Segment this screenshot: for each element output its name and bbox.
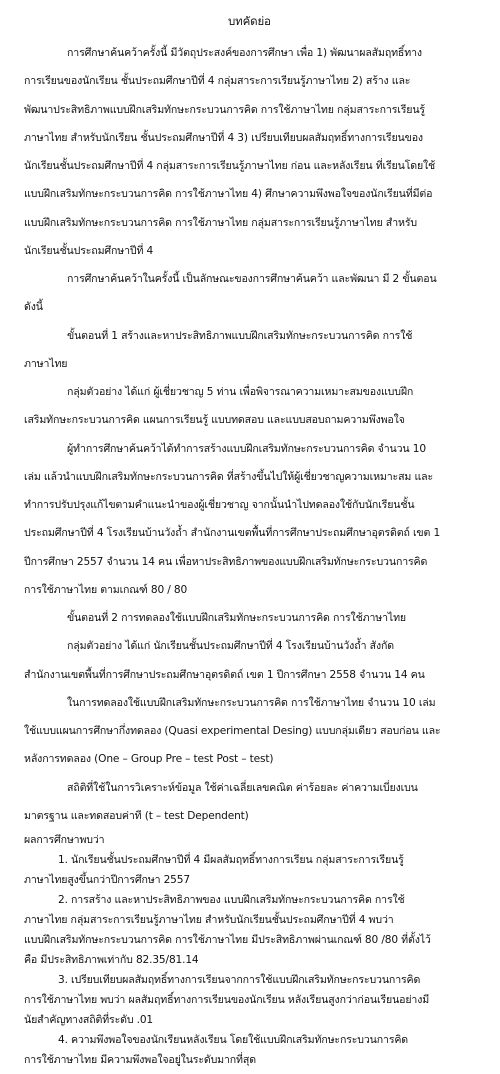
paragraph-line: ผู้ทำการศึกษาค้นคว้าได้ทำการสร้างแบบฝึกเสริมทักษะกระบวนการคิด จำนวน 10 bbox=[67, 443, 426, 455]
paragraph-line: นักเรียนชั้นประถมศึกษาปีที่ 4 bbox=[24, 245, 154, 257]
paragraph-line: กลุ่มตัวอย่าง ได้แก่ ผู้เชี่ยวชาญ 5 ท่าน เพื่อพิจารณาความเหมาะสมของแบบฝึก bbox=[67, 386, 414, 398]
paragraph-line: แบบฝึกเสริมทักษะกระบวนการคิด การใช้ภาษาไทย มีประสิทธิภาพผ่านเกณฑ์ 80 /80 ที่ตั้งไว้ bbox=[24, 934, 431, 946]
paragraph-line: ในการทดลองใช้แบบฝึกเสริมทักษะกระบวนการคิด การใช้ภาษาไทย จำนวน 10 เล่ม bbox=[67, 697, 436, 709]
result-item: 3. เปรียบเทียบผลสัมฤทธิ์ทางการเรียนจากการใช้แบบฝึกเสริมทักษะกระบวนการคิด bbox=[58, 974, 421, 986]
paragraph-line: ทำการปรับปรุงแก้ไขตามคำแนะนำของผู้เชี่ยวชาญ จากนั้นนำไปทดลองใช้กับนักเรียนชั้น bbox=[24, 499, 415, 511]
page-title: บทคัดย่อ bbox=[228, 14, 271, 28]
paragraph-line: การศึกษาค้นคว้าครั้งนี้ มีวัตถุประสงค์ของการศึกษา เพื่อ 1) พัฒนาผลสัมฤทธิ์ทาง bbox=[67, 47, 422, 59]
paragraph-line: เสริมทักษะกระบวนการคิด แผนการเรียนรู้ แบบทดสอบ และแบบสอบถามความพึงพอใจ bbox=[24, 414, 405, 426]
results-heading: ผลการศึกษาพบว่า bbox=[24, 834, 105, 846]
paragraph-line: ภาษาไทย กลุ่มสาระการเรียนรู้ภาษาไทย สำหรับนักเรียนชั้นประถมศึกษาปีที่ 4 พบว่า bbox=[24, 914, 394, 926]
paragraph-line: มาตรฐาน และทดสอบค่าที (t – test Dependent) bbox=[24, 810, 249, 822]
paragraph-line: นักเรียนชั้นประถมศึกษาปีที่ 4 กลุ่มสาระการเรียนรู้ภาษาไทย ก่อน และหลังเรียน ที่เรียนโดยใช้ bbox=[24, 160, 436, 172]
result-item: 4. ความพึงพอใจของนักเรียนหลังเรียน โดยใช้แบบฝึกเสริมทักษะกระบวนการคิด bbox=[58, 1034, 409, 1046]
paragraph-line: แบบฝึกเสริมทักษะกระบวนการคิด การใช้ภาษาไทย กลุ่มสาระการเรียนรู้ภาษาไทย สำหรับ bbox=[24, 217, 417, 229]
paragraph-line: ภาษาไทย สำหรับนักเรียน ชั้นประถมศึกษาปีที่ 4 3) เปรียบเทียบผลสัมฤทธิ์ทางการเรียนของ bbox=[24, 132, 423, 144]
paragraph-line: ใช้แบบแผนการศึกษากึ่งทดลอง (Quasi experimental Desing) แบบกลุ่มเดียว สอบก่อน และ bbox=[24, 725, 441, 737]
step-heading: ขั้นตอนที่ 2 การทดลองใช้แบบฝึกเสริมทักษะกระบวนการคิด การใช้ภาษาไทย bbox=[67, 612, 406, 624]
paragraph-line: การเรียนของนักเรียน ชั้นประถมศึกษาปีที่ 4 กลุ่มสาระการเรียนรู้ภาษาไทย 2) สร้าง และ bbox=[24, 75, 411, 87]
paragraph-line: ประถมศึกษาปีที่ 4 โรงเรียนบ้านวังถ้ำ สำนักงานเขตพื้นที่การศึกษาประถมศึกษาอุตรดิตถ์ เขต 1 bbox=[24, 527, 441, 539]
paragraph-line: พัฒนาประสิทธิภาพแบบฝึกเสริมทักษะกระบวนการคิด การใช้ภาษาไทย กลุ่มสาระการเรียนรู้ bbox=[24, 104, 425, 116]
paragraph-line: การศึกษาค้นคว้าในครั้งนี้ เป็นลักษณะของการศึกษาค้นคว้า และพัฒนา มี 2 ขั้นตอน bbox=[67, 273, 437, 285]
paragraph-line: แบบฝึกเสริมทักษะกระบวนการคิด การใช้ภาษาไทย 4) ศึกษาความพึงพอใจของนักเรียนที่มีต่อ bbox=[24, 188, 433, 200]
paragraph-line: สำนักงานเขตพื้นที่การศึกษาประถมศึกษาอุตรดิตถ์ เขต 1 ปีการศึกษา 2558 จำนวน 14 คน bbox=[24, 669, 425, 681]
paragraph-line: การใช้ภาษาไทย พบว่า ผลสัมฤทธิ์ทางการเรียนของนักเรียน หลังเรียนสูงกว่าก่อนเรียนอย่างมี bbox=[24, 994, 430, 1006]
paragraph-line: สถิติที่ใช้ในการวิเคราะห์ข้อมูล ใช้ค่าเฉลี่ยเลขคณิต ค่าร้อยละ ค่าความเบี่ยงเบน bbox=[67, 782, 418, 794]
paragraph-line: ดังนี้ bbox=[24, 301, 43, 313]
paragraph-line: นัยสำคัญทางสถิติที่ระดับ .01 bbox=[24, 1014, 154, 1026]
paragraph-line: เล่ม แล้วนำแบบฝึกเสริมทักษะกระบวนการคิด ที่สร้างขึ้นไปให้ผู้เชี่ยวชาญความเหมาะสม และ bbox=[24, 471, 434, 483]
paragraph-line: การใช้ภาษาไทย มีความพึงพอใจอยู่ในระดับมากที่สุด bbox=[24, 1054, 256, 1066]
paragraph-line: หลังการทดลอง (One – Group Pre – test Post – test) bbox=[24, 753, 274, 765]
result-item: 2. การสร้าง และหาประสิทธิภาพของ แบบฝึกเสริมทักษะกระบวนการคิด การใช้ bbox=[58, 894, 405, 906]
step-heading: ขั้นตอนที่ 1 สร้างและหาประสิทธิภาพแบบฝึกเสริมทักษะกระบวนการคิด การใช้ bbox=[67, 330, 413, 342]
paragraph-line: คือ มีประสิทธิภาพเท่ากับ 82.35/81.14 bbox=[24, 954, 199, 966]
paragraph-line: ปีการศึกษา 2557 จำนวน 14 คน เพื่อหาประสิทธิภาพของแบบฝึกเสริมทักษะกระบวนการคิด bbox=[24, 556, 428, 568]
paragraph-line: ภาษาไทยสูงขึ้นกว่าปีการศึกษา 2557 bbox=[24, 874, 190, 886]
paragraph-line: การใช้ภาษาไทย ตามเกณฑ์ 80 / 80 bbox=[24, 584, 188, 596]
result-item: 1. นักเรียนชั้นประถมศึกษาปีที่ 4 มีผลสัมฤทธิ์ทางการเรียน กลุ่มสาระการเรียนรู้ bbox=[58, 854, 404, 866]
paragraph-line: กลุ่มตัวอย่าง ได้แก่ นักเรียนชั้นประถมศึกษาปีที่ 4 โรงเรียนบ้านวังถ้ำ สังกัด bbox=[67, 640, 394, 652]
paragraph-line: ภาษาไทย bbox=[24, 358, 68, 370]
